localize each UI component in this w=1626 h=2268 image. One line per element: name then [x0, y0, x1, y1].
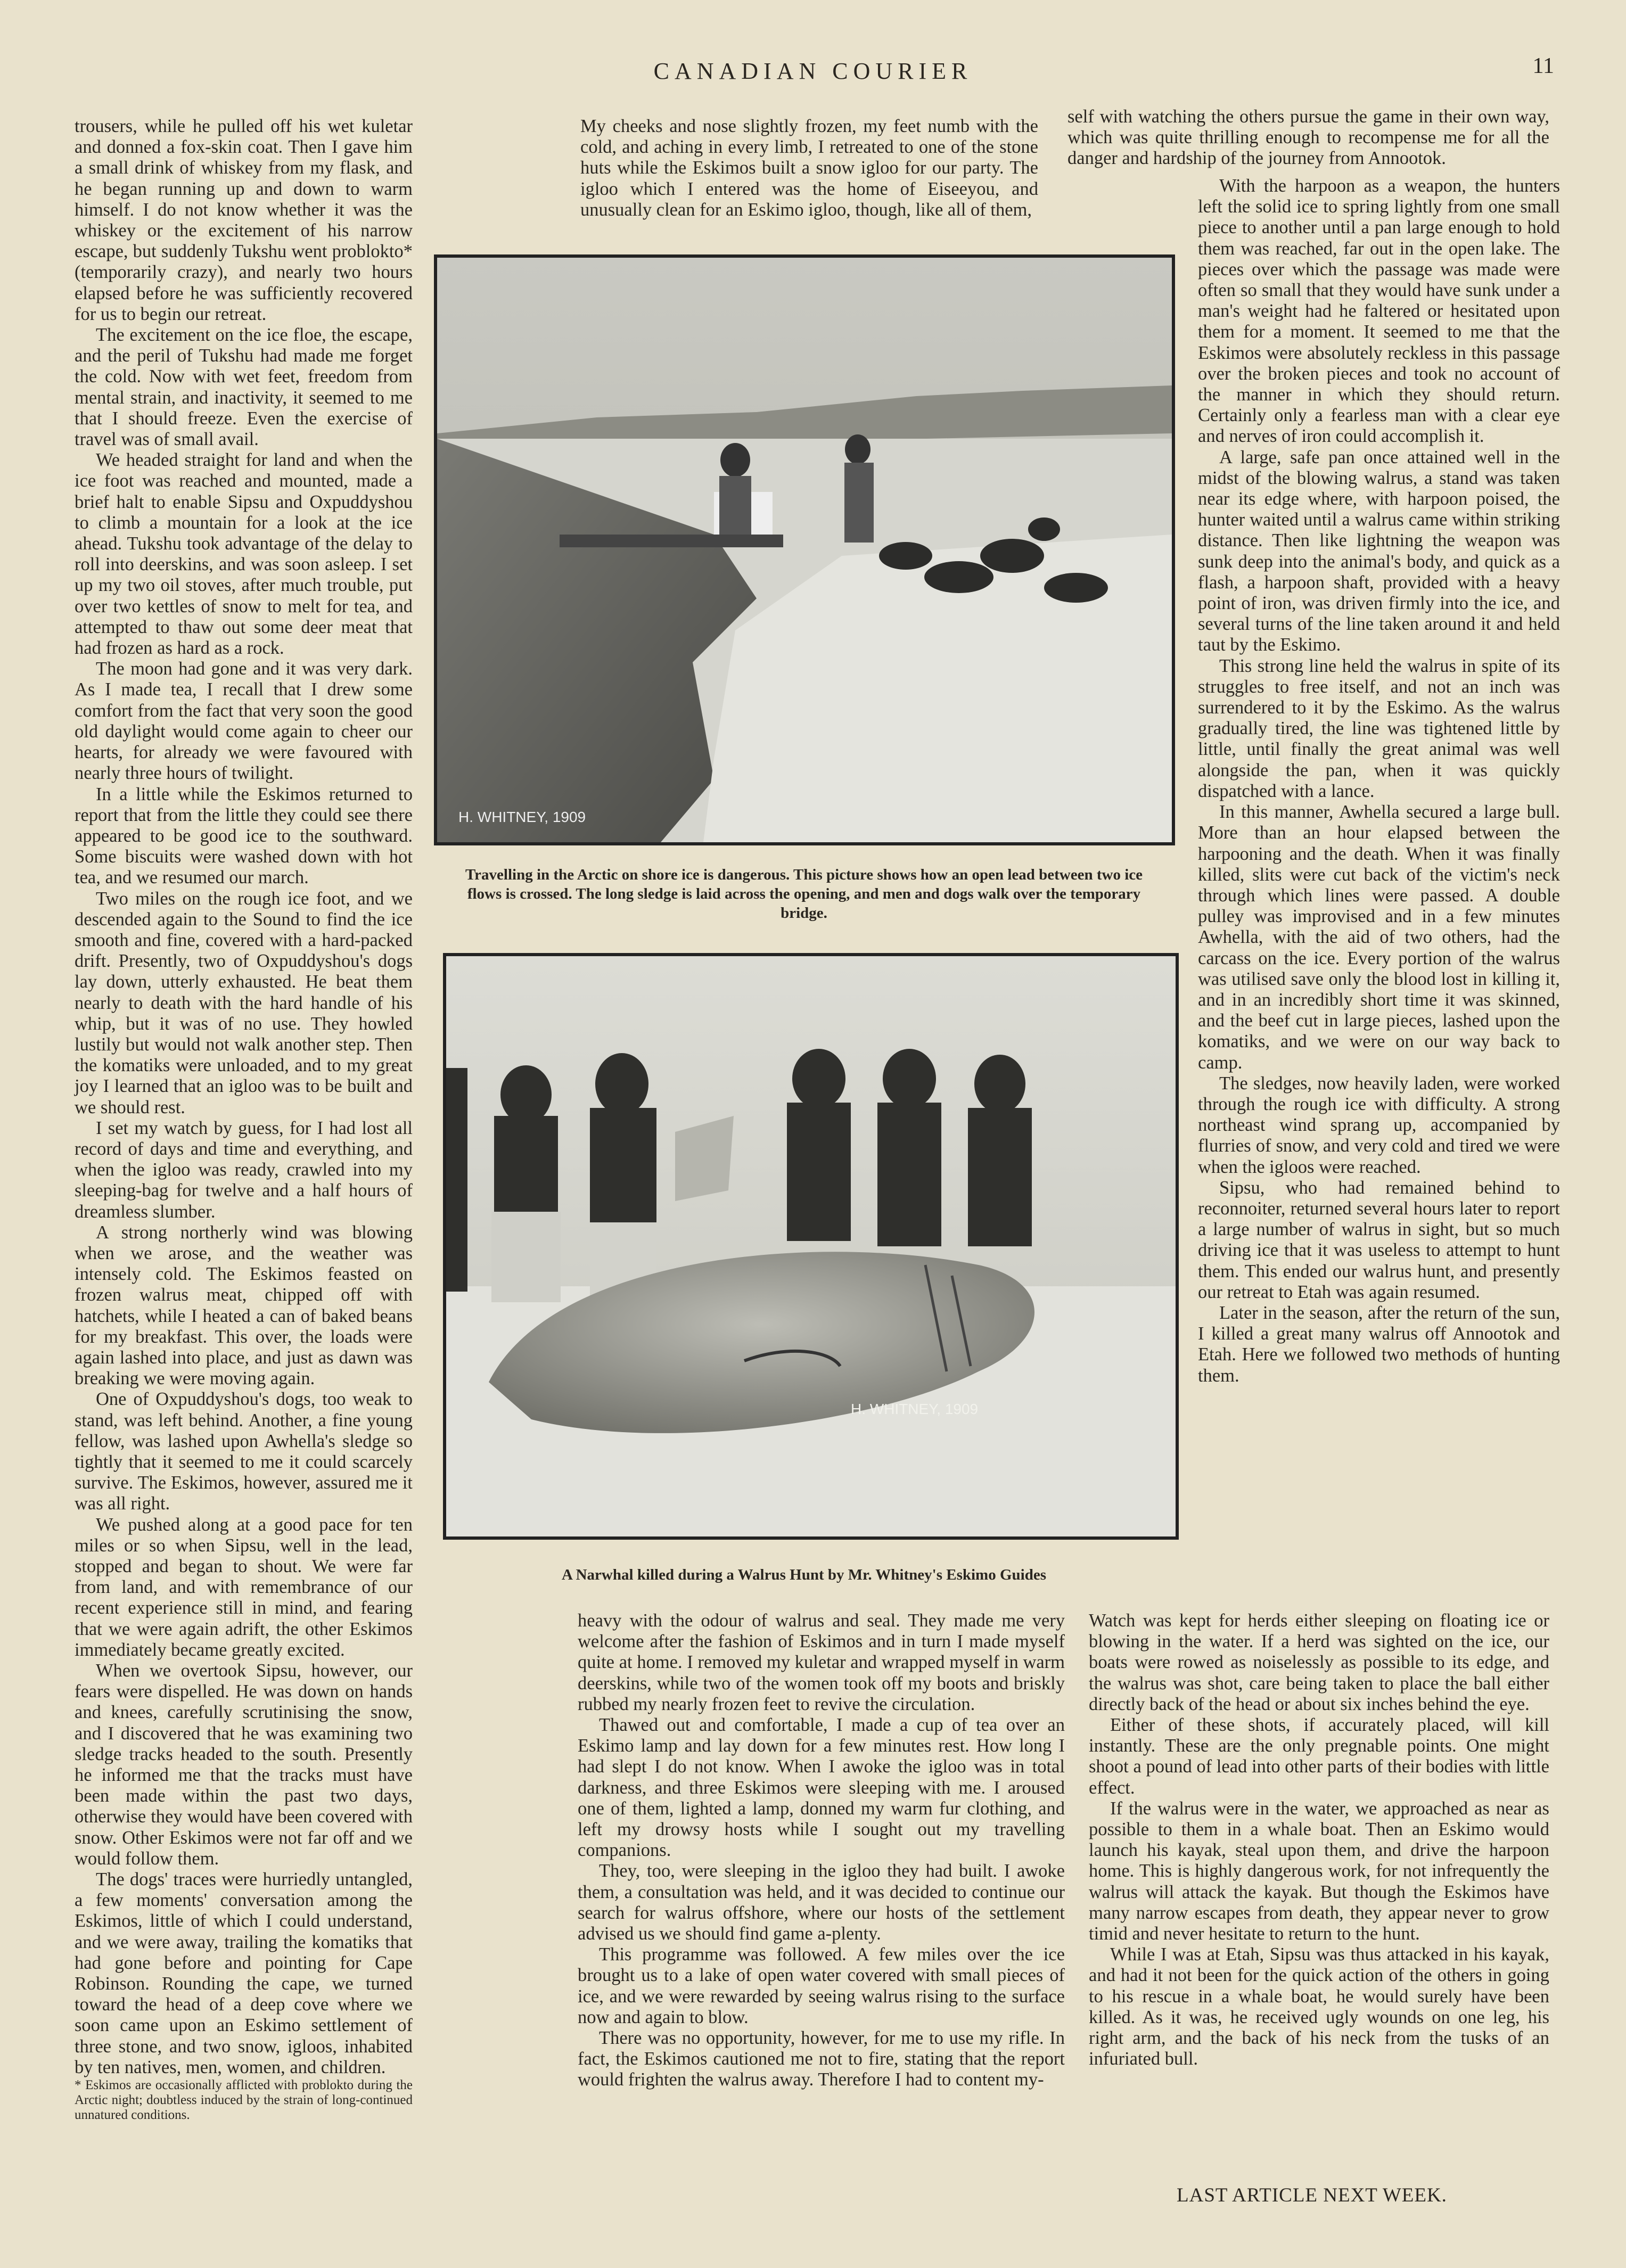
paragraph: The excitement on the ice floe, the escape, and the peril of Tukshu had made me forget the cold. Now with wet feet, freedom from mental strain, and inactivity, it seemed to me that I should freeze. Even the exercise of travel was of small avail. — [75, 325, 413, 450]
photo2-caption: A Narwhal killed during a Walrus Hunt by Mr. Whitney's Eskimo Guides — [562, 1566, 1046, 1583]
column-3-top — [1067, 106, 1549, 169]
paragraph: This strong line held the walrus in spite of its struggles to free itself, and not an inch was surrendered to it by the Eskimo. As the walrus gradually tired, the line was tightened little by little, until finally the great animal was well alongside the pan, when it was quickly dispatched with a lance. — [1198, 655, 1560, 801]
paragraph: With the harpoon as a weapon, the hunters left the solid ice to spring lightly from one small piece to another until a pan large enough to hold them was reached, far out in the open lake. The pieces over which the passage was made were often so small that they would have sunk under a man's weight had he faltered or hesitated upon them for a moment. It seemed to me that the Eskimos were absolutely reckless in this passage over the broken pieces and took no account of the manner in which they should return. Certainly only a fearless man with a clear eye and nerves of iron could accomplish it. — [1198, 176, 1560, 447]
column-2-bottom — [578, 1610, 1065, 2091]
footnote: * Eskimos are occasionally afflicted with problokto during the Arctic night; doubtless induced by the strain of long-continued unnatured conditions. — [75, 2078, 413, 2123]
paragraph: trousers, while he pulled off his wet kuletar and donned a fox-skin coat. Then I gave him a small drink of whiskey from my flask, and he began running up and down to warm himself. I do not know whether it was the whiskey or the excitement of his narrow escape, but suddenly Tukshu went problokto* (temporarily crazy), and nearly two hours elapsed before he was sufficiently recovered for us to begin our retreat. — [75, 116, 413, 324]
column-3-bottom — [1089, 1610, 1549, 2069]
column-3-narrow — [1198, 176, 1560, 1386]
photo-arctic-shore-ice — [434, 254, 1175, 845]
paragraph: I set my watch by guess, for I had lost all record of days and time and everything, and when the igloo was ready, crawled into my sleeping-bag for twelve and a half hours of dreamless slumber. — [75, 1117, 413, 1222]
paragraph: The sledges, now heavily laden, were worked through the rough ice with difficulty. A strong northeast wind sprang up, accompanied by flurries of snow, and very cold and tired we were when the igloos were reached. — [1198, 1073, 1560, 1177]
paragraph: When we overtook Sipsu, however, our fears were dispelled. He was down on hands and knees, carefully scrutinising the snow, and I discovered that he was examining two sledge tracks headed to the south. Presently he informed me that the tracks must have been made within the past two days, otherwise they would have been covered with snow. Other Eskimos were not far off and we would follow them. — [75, 1661, 413, 1869]
paragraph: We pushed along at a good pace for ten miles or so when Sipsu, well in the lead, stopped and began to shout. We were far from land, and with remembrance of our recent experience still in mind, and fearing that we were again adrift, the other Eskimos immediately became greatly excited. — [75, 1514, 413, 1660]
paragraph: Later in the season, after the return of the sun, I killed a great many walrus off Annootok and Etah. Here we followed two methods of hunting them. — [1198, 1302, 1560, 1386]
column-2-top — [580, 116, 1038, 220]
paragraph: A strong northerly wind was blowing when we arose, and the weather was intensely cold. The Eskimos feasted on frozen walrus meat, chipped off with hatchets, while I heated a can of baked beans for my breakfast. This over, the loads were again lashed into place, and just as dawn was breaking we were moving again. — [75, 1222, 413, 1389]
paragraph: Watch was kept for herds either sleeping on floating ice or blowing in the water. If a herd was sighted on the ice, our boats were rowed as noiselessly as possible to its edge, and the walrus was shot, care being taken to place the ball either directly back of the head or about six inches behind the eye. — [1089, 1610, 1549, 1714]
paragraph: Either of these shots, if accurately placed, will kill instantly. These are the only pregnable points. One might shoot a pound of lead into other parts of their bodies with little effect. — [1089, 1715, 1549, 1798]
paragraph: This programme was followed. A few miles over the ice brought us to a lake of open water covered with small pieces of ice, and we were rewarded by seeing walrus rising to the surface now and again to blow. — [578, 1944, 1065, 2027]
paragraph: self with watching the others pursue the game in their own way, which was quite thrilling enough to recompense me for all the danger and hardship of the journey from Annootok. — [1067, 106, 1549, 169]
photo1-credit: H. WHITNEY, 1909 — [458, 809, 586, 825]
masthead: CANADIAN COURIER — [653, 58, 973, 84]
photo-narwhal — [443, 953, 1179, 1540]
closing-line: LAST ARTICLE NEXT WEEK. — [1177, 2184, 1447, 2206]
paragraph: If the walrus were in the water, we approached as near as possible to them in a whale boat. Then an Eskimo would launch his kayak, steal upon them, and drive the harpoon home. This is highly dangerous work, for not infrequently the walrus will attack the kayak. But though the Eskimos have many narrow escapes from death, they appear never to grow timid and never hesitate to return to the hunt. — [1089, 1798, 1549, 1944]
paragraph: Two miles on the rough ice foot, and we descended again to the Sound to find the ice smooth and fine, covered with a hard-packed drift. Presently, two of Oxpuddyshou's dogs lay down, utterly exhausted. He beat them nearly to death with the hard handle of his whip, but it was of no use. They howled lustily but would not walk another step. Then the komatiks were unloaded, and to my great joy I learned that an igloo was to be built and we should rest. — [75, 888, 413, 1117]
photo2-credit: H. WHITNEY, 1909 — [851, 1401, 979, 1417]
column-1 — [75, 116, 413, 2123]
paragraph: Thawed out and comfortable, I made a cup of tea over an Eskimo lamp and lay down for a few minutes rest. How long I had slept I do not know. When I awoke the igloo was in total darkness, and three Eskimos were sleeping with me. I aroused one of them, lighted a lamp, donned my warm fur clothing, and left my drowsy hosts while I sought out my travelling companions. — [578, 1715, 1065, 1861]
paragraph: We headed straight for land and when the ice foot was reached and mounted, made a brief halt to enable Sipsu and Oxpuddyshou to climb a mountain for a look at the ice ahead. Tukshu took advantage of the delay to roll into deerskins, and was soon asleep. I set up my two oil stoves, after much trouble, put over two kettles of snow to melt for tea, and attempted to thaw out some deer meat that had frozen as hard as a rock. — [75, 450, 413, 659]
paragraph: heavy with the odour of walrus and seal. They made me very welcome after the fashion of Eskimos and in turn I made myself quite at home. I removed my kuletar and wrapped myself in warm deerskins, while two of the women took off my boots and briskly rubbed my nearly frozen feet to revive the circulation. — [578, 1610, 1065, 1714]
photo-narwhal-image — [446, 956, 1176, 1536]
paragraph: My cheeks and nose slightly frozen, my feet numb with the cold, and aching in every limb, I retreated to one of the stone huts while the Eskimos built a snow igloo for our party. The igloo which I entered was the home of Eiseeyou, and unusually clean for an Eskimo igloo, though, like all of them, — [580, 116, 1038, 220]
photo1-caption: Travelling in the Arctic on shore ice is dangerous. This picture shows how an open lead between two ice flows is crossed. The long sledge is laid across the opening, and men and dogs walk over the temporary bridge. — [465, 866, 1143, 922]
paragraph: In this manner, Awhella secured a large bull. More than an hour elapsed between the harpooning and the death. When it was finally killed, slits were cut back of the victim's neck through which lines were passed. A double pulley was improvised and in a few minutes Awhella, with the aid of two others, had the carcass on the ice. Every portion of the walrus was utilised save only the blood lost in killing it, and in an incredibly short time it was skinned, and the beef cut in large pieces, lashed upon the komatiks, and we were on our way back to camp. — [1198, 802, 1560, 1073]
photo-arctic-shore-ice-image — [437, 258, 1172, 842]
paragraph: A large, safe pan once attained well in the midst of the blowing walrus, a stand was taken near its edge where, with harpoon poised, the hunter waited until a walrus came within striking distance. Then like lightning the weapon was sunk deep into the animal's body, and quick as a flash, a harpoon shaft, provided with a heavy point of iron, was driven firmly into the ice, and several turns of the line taken around it and held taut by the Eskimo. — [1198, 447, 1560, 655]
paragraph: They, too, were sleeping in the igloo they had built. I awoke them, a consultation was held, and it was decided to continue our search for walrus offshore, where our hosts of the settlement advised us we should find game a-plenty. — [578, 1861, 1065, 1944]
page-number: 11 — [1532, 54, 1554, 78]
paragraph: While I was at Etah, Sipsu was thus attacked in his kayak, and had it not been for the quick action of the others in going to his rescue in a whale boat, he would surely have been killed. As it was, he received ugly wounds on one leg, his right arm, and the back of his neck from the tusks of an infuriated bull. — [1089, 1944, 1549, 2069]
paragraph: The moon had gone and it was very dark. As I made tea, I recall that I drew some comfort from the fact that very soon the good old daylight would come again to cheer our hearts, for already we were favoured with nearly three hours of twilight. — [75, 659, 413, 784]
paragraph: There was no opportunity, however, for me to use my rifle. In fact, the Eskimos cautioned me not to fire, stating that the report would frighten the walrus away. Therefore I had to content my- — [578, 2028, 1065, 2090]
paragraph: The dogs' traces were hurriedly untangled, a few moments' conversation among the Eskimos, little of which I could understand, and we were away, trailing the komatiks that had gone before and pointing for Cape Robinson. Rounding the cape, we turned toward the head of a deep cove where we soon came upon an Eskimo settlement of three stone, and two snow, igloos, inhabited by ten natives, men, women, and children. — [75, 1869, 413, 2077]
paragraph: In a little while the Eskimos returned to report that from the little they could see there appeared to be good ice to the southward. Some biscuits were washed down with hot tea, and we resumed our march. — [75, 784, 413, 888]
paragraph: Sipsu, who had remained behind to reconnoiter, returned several hours later to report a large number of walrus in sight, but so much driving ice that it was useless to attempt to hunt them. This ended our walrus hunt, and presently our retreat to Etah was again resumed. — [1198, 1177, 1560, 1302]
paragraph: One of Oxpuddyshou's dogs, too weak to stand, was left behind. Another, a fine young fellow, was lashed upon Awhella's sledge so tightly that it seemed to me it could scarcely survive. The Eskimos, however, assured me it was all right. — [75, 1389, 413, 1514]
